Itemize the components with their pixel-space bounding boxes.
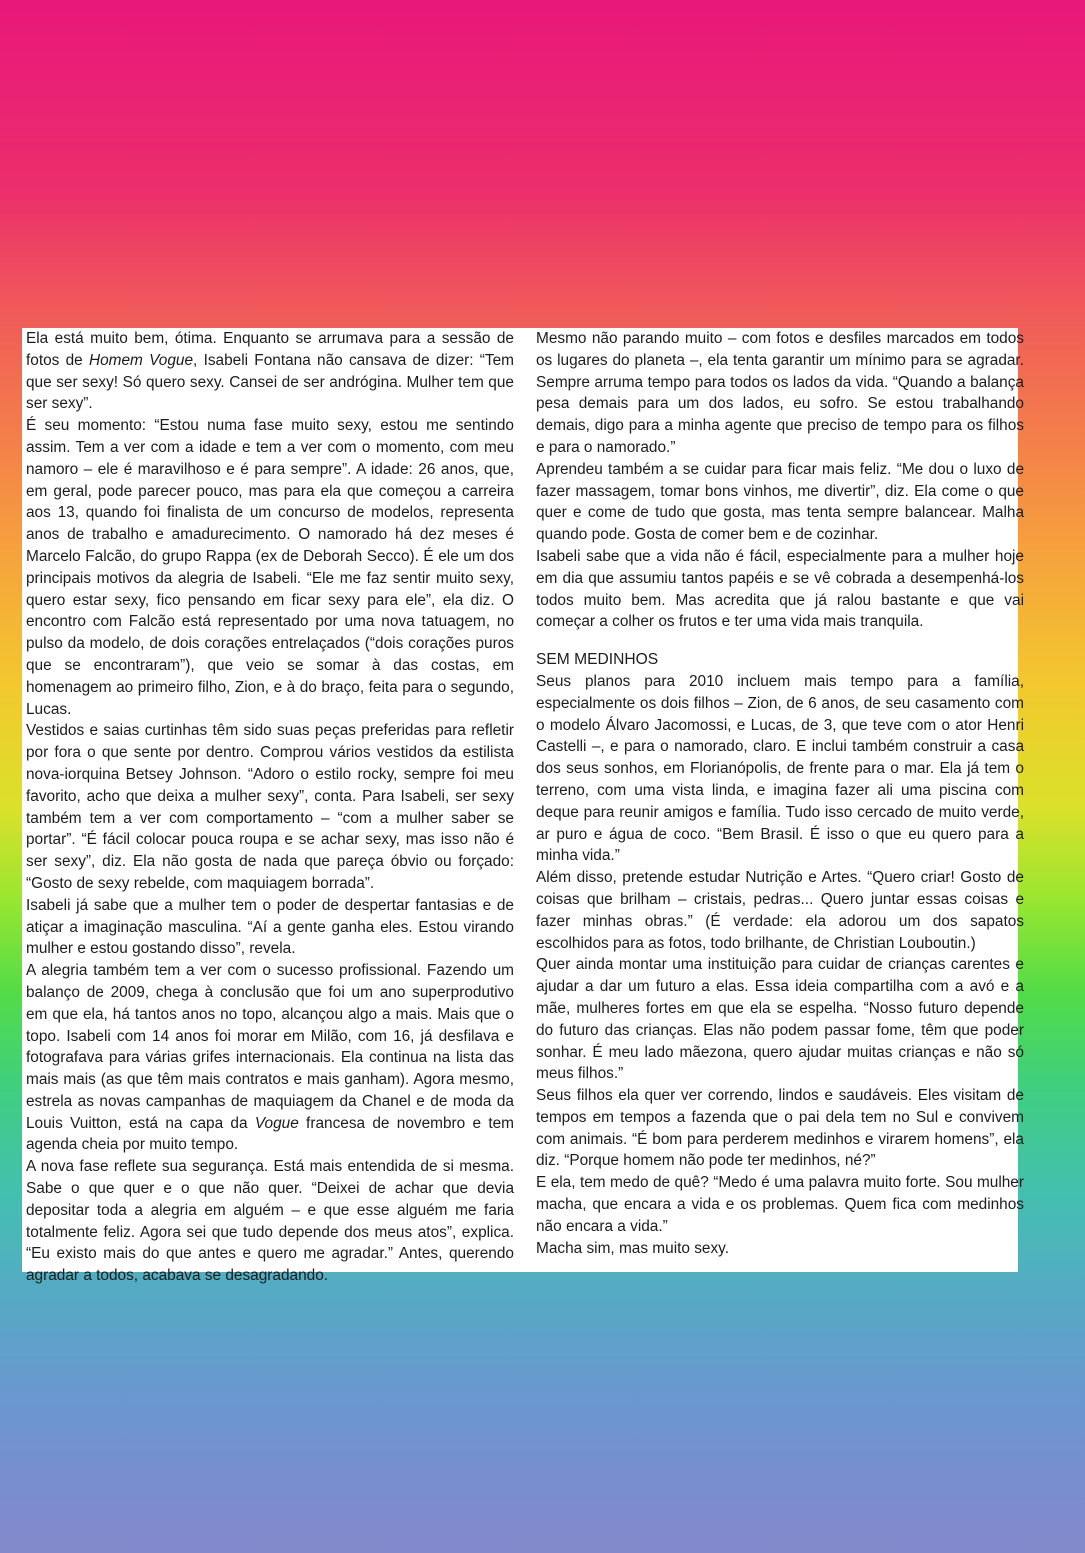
paragraph: Vestidos e saias curtinhas têm sido suas peças preferidas para refletir por fora o que sente por dentro. Comprou vários vestidos da estilista nova-iorquina Betsey Johnson. “Adoro o estilo rocky, sempre foi meu favorito, acho que deixa a mulher sexy”, conta. Para Isabeli, ser sexy também tem a ver com comportamento – “com a mulher saber se portar”. “É fácil colocar pouca roupa e se achar sexy, mas isso não é ser sexy”, diz. Ela não gosta de nada que pareça óbvio ou forçado: “Gosto de sexy rebelde, com maquiagem borrada”. — [26, 722, 514, 892]
article-text-panel — [22, 328, 1024, 1285]
paragraph: Seus filhos ela quer ver correndo, lindos e saudáveis. Eles visitam de tempos em tempos a fazenda que o pai dela tem no Sul e convivem com animais. “É bom para perderem medinhos e virarem homens”, ela diz. “Porque homem não pode ter medinhos, né?” — [536, 1087, 1024, 1170]
paragraph-text: , Isabeli Fontana não cansava de dizer: “Tem que ser sexy! Só quero sexy. Cansei de ser andrógina. Mulher tem que ser sexy”. — [26, 351, 514, 413]
paragraph: E ela, tem medo de quê? “Medo é uma palavra muito forte. Sou mulher macha, que encara a vida e os problemas. Quem fica com medinhos não encara a vida.” — [536, 1174, 1024, 1235]
article-right-column — [536, 328, 1024, 1259]
paragraph: Isabeli já sabe que a mulher tem o poder de despertar fantasias e de atiçar a imaginação masculina. “Aí a gente ganha eles. Estou virando mulher e estou gostando disso”, revela. — [26, 896, 514, 958]
paragraph: Isabeli sabe que a vida não é fácil, especialmente para a mulher hoje em dia que assumiu tantos papéis e se vê cobrada a desempenhá-los todos muito bem. Mas acredita que já ralou bastante e que vai começar a colher os frutos e ter uma vida mais tranquila. — [536, 547, 1024, 631]
magazine-title: Vogue — [254, 1114, 299, 1132]
closing-line: Macha sim, mas muito sexy. — [536, 1239, 729, 1257]
paragraph — [26, 328, 514, 415]
paragraph: Quer ainda montar uma instituição para cuidar de crianças carentes e ajudar a dar um futuro a elas. Essa ideia compartilha com a avó e a mãe, mulheres fortes em que ela se espelha. “Nosso futuro depende do futuro das crianças. Elas não podem passar fome, têm que poder sonhar. É meu lado mãezona, quero ajudar muitas crianças e não só meus filhos.” — [536, 956, 1024, 1083]
paragraph: Mesmo não parando muito – com fotos e desfiles marcados em todos os lugares do planeta –, ela tenta garantir um mínimo para se agradar. Sempre arruma tempo para todos os lados da vida. “Quando a balança pesa demais para um dos lados, eu sofro. Se estou trabalhando demais, digo para a minha agente que preciso de tempo para os filhos e para o namorado.” — [536, 330, 1024, 456]
paragraph-text: francesa de novembro e tem agenda cheia por muito tempo. — [26, 1114, 514, 1154]
paragraph: A nova fase reflete sua segurança. Está mais entendida de si mesma. Sabe o que quer e o que não quer. “Deixei de achar que devia depositar toda a alegria em alguém – e que esse alguém me faria totalmente feliz. Agora sei que tudo depende dos meus atos”, explica. “Eu existo mais do que antes e quero me agradar.” Antes, querendo agradar a todos, acabava se desagradando. — [26, 1158, 514, 1285]
paragraph: Além disso, pretende estudar Nutrição e Artes. “Quero criar! Gosto de coisas que brilham – cristais, pedras... Quero juntar essas coisas e fazer minhas obras.” (É verdade: ela adorou um dos sapatos escolhidos para as fotos, todo brilhante, de Christian Louboutin.) — [536, 869, 1024, 952]
paragraph: Aprendeu também a se cuidar para ficar mais feliz. “Me dou o luxo de fazer massagem, tomar bons vinhos, me divertir”, diz. Ela come o que quer e come de tudo que gosta, mas tenta sempre balancear. Malha quando pode. Gosta de comer bem e de cozinhar. — [536, 460, 1024, 544]
paragraph-text: Ela está muito bem, ótima. Enquanto se arrumava para a sessão de fotos de — [26, 330, 514, 369]
magazine-title: Homem Vogue — [88, 351, 194, 369]
paragraph-text: A alegria também tem a ver com o sucesso profissional. Fazendo um balanço de 2009, chega à conclusão que foi um ano superprodutivo em que ela, há tantos anos no topo, alcançou algo a mais. Mais que o topo. Isabeli com 14 anos foi morar em Milão, com 16, já desfilava e fotografava para várias grifes internacionais. Ela continua na lista das mais mais (as que têm mais contratos e mais ganham). Agora mesmo, estrela as novas campanhas de maquiagem da Chanel e de moda da Louis Vuitton, está na capa da — [26, 962, 514, 1132]
paragraph: É seu momento: “Estou numa fase muito sexy, estou me sentindo assim. Tem a ver com a idade e tem a ver com o momento, com meu namoro – ele é maravilhoso e é para sempre”. A idade: 26 anos, que, em geral, pode parecer pouco, mas para ela que começou a carreira aos 13, quando foi finalista de um concurso de modelos, representa anos de trabalho e amadurecimento. O namorado há dez meses é Marcelo Falcão, do grupo Rappa (ex de Deborah Secco). É ele um dos principais motivos da alegria de Isabeli. “Ele me faz sentir muito sexy, quero estar sexy, fico pensando em ficar sexy para ele”, ela diz. O encontro com Falcão está representado por uma nova tatuagem, no pulso da modelo, de dois corações entrelaçados (“dois corações puros que se encontraram”), que veio se somar à das costas, em homenagem ao primeiro filho, Zion, e à do braço, feita para o segundo, Lucas. — [26, 417, 514, 718]
article-left-column — [26, 328, 514, 1287]
section-heading: SEM MEDINHOS — [536, 651, 659, 669]
paragraph — [26, 960, 514, 1156]
paragraph: Seus planos para 2010 incluem mais tempo para a família, especialmente os dois filhos – Zion, de 6 anos, de seu casamento com o modelo Álvaro Jacomossi, e Lucas, de 3, que teve com o ator Henri Castelli –, e para o namorado, claro. E inclui também construir a casa dos seus sonhos, em Florianópolis, de frente para o mar. Ela já tem o terreno, com uma vista linda, e imagina fazer ali uma piscina com deque para reunir amigos e família. Tudo isso cercado de muito verde, ar puro e água de coco. “Bem Brasil. É isso o que eu quero para a minha vida.” — [536, 672, 1024, 865]
